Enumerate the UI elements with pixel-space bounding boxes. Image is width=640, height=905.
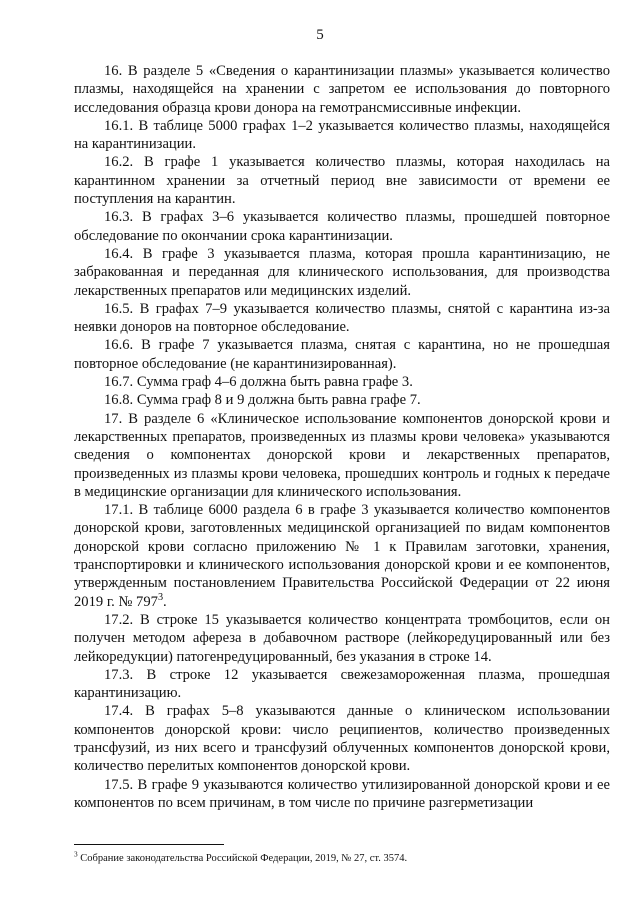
paragraph-16-7: 16.7. Сумма граф 4–6 должна быть равна графе 3.	[104, 374, 413, 391]
footnote-reference-tail: .	[163, 593, 167, 610]
paragraph-16-5: 16.5. В графах 7–9 указывается количество плазмы, снятой с карантина из-за неявки доноров на повторное обследование.	[74, 300, 610, 336]
paragraph-17-1	[74, 501, 610, 611]
paragraph-16-8: 16.8. Сумма граф 8 и 9 должна быть равна графе 7.	[104, 392, 421, 409]
paragraph-16-2: 16.2. В графе 1 указывается количество плазмы, которая находилась на карантинном хранении за отчетный период вне зависимости от времени ее поступления на карантин.	[74, 154, 610, 208]
body-text	[74, 62, 610, 812]
paragraph-17-1-text: 17.1. В таблице 6000 раздела 6 в графе 3 указывается количество компонентов донорской крови, заготовленных медицинской организацией по видам компонентов донорской крови согласно приложению № 1 к Правилам заготовки, хранения, транспортировки и клинического использования донорской крови и ее компонентов, утвержденным постановлением Правительства Российской Федерации от 22 июня 2019 г. № 797	[74, 502, 610, 610]
footnote-divider	[74, 844, 224, 845]
paragraph-17-4: 17.4. В графах 5–8 указываются данные о клиническом использовании компонентов донорской крови: число реципиентов, количество произведенных трансфузий, из них всего и трансфузий облученных компонентов донорской крови, количество перелитых компонентов донорской крови.	[74, 703, 610, 775]
page-number: 5	[316, 27, 324, 43]
paragraph-16-4: 16.4. В графе 3 указывается плазма, которая прошла карантинизацию, не забракованная и переданная для клинического использования, для производства лекарственных препаратов или медицинских изделий.	[74, 245, 610, 299]
paragraph-16-1: 16.1. В таблице 5000 графах 1–2 указывается количество плазмы, находящейся на карантинизации.	[74, 117, 610, 153]
paragraph-17-5: 17.5. В графе 9 указываются количество утилизированной донорской крови и ее компонентов по всем причинам, в том числе по причине разгерметизации	[74, 776, 610, 811]
paragraph-17: 17. В разделе 6 «Клиническое использование компонентов донорской крови и лекарственных препаратов, произведенных из плазмы крови человека» указываются сведения о компонентах донорской крови и лекарственных препаратов, произведенных из плазмы крови человека, прошедших контроль и годных к передаче в медицинские организации для клинического использования.	[74, 410, 610, 500]
footnote	[74, 849, 610, 865]
paragraph-17-2: 17.2. В строке 15 указывается количество концентрата тромбоцитов, если он получен методом афереза в добавочном растворе (лейкоредуцированный или без лейкоредукции) патогенредуцированный, без указания в строке 14.	[74, 611, 610, 665]
paragraph-16: 16. В разделе 5 «Сведения о карантинизации плазмы» указывается количество плазмы, находящейся на хранении с запретом ее использования до повторного исследования образца крови донора на гемотрансмиссивные инфекции.	[74, 63, 610, 116]
footnote-text: Собрание законодательства Российской Федерации, 2019, № 27, ст. 3574.	[80, 853, 408, 864]
footnote-marker: 3	[74, 849, 78, 859]
paragraph-16-3: 16.3. В графах 3–6 указывается количество плазмы, прошедшей повторное обследование по окончании срока карантинизации.	[74, 209, 610, 244]
footnote-reference: 3	[157, 591, 164, 603]
paragraph-17-3: 17.3. В строке 12 указывается свежезамороженная плазма, прошедшая карантинизацию.	[74, 666, 610, 702]
paragraph-16-6: 16.6. В графе 7 указывается плазма, снятая с карантина, но не прошедшая повторное обследование (не карантинизированная).	[74, 337, 610, 372]
